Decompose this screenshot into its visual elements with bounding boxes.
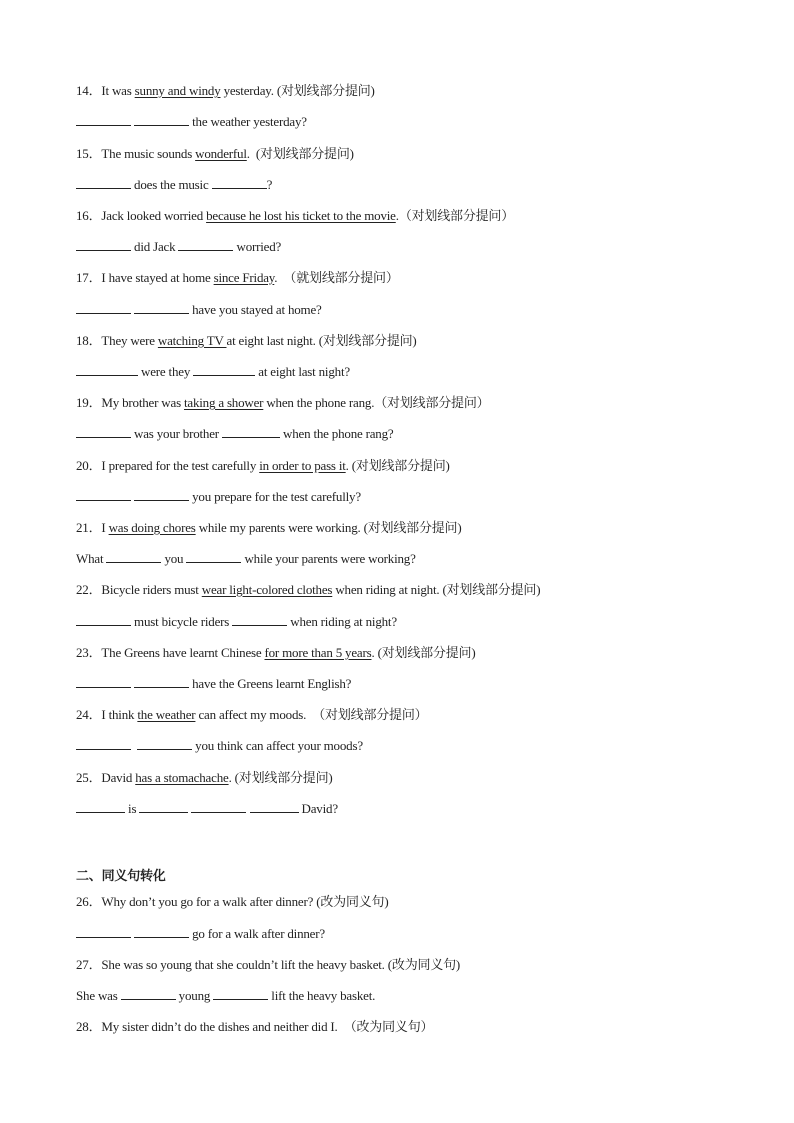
blank[interactable] (76, 302, 131, 314)
answer-line-21: What you while your parents were working? (76, 551, 416, 566)
blank[interactable] (76, 239, 131, 251)
blank[interactable] (134, 676, 189, 688)
question-27: 27．She was so young that she couldn’t lift the heavy basket. (改为同义句) (76, 957, 461, 972)
blank[interactable] (76, 177, 131, 189)
question-21: 21．I was doing chores while my parents were working. (对划线部分提问) (76, 520, 462, 535)
answer-line-22: must bicycle riders when riding at night? (76, 614, 397, 630)
question-14: 14．It was sunny and windy yesterday. (对划线部分提问) (76, 83, 375, 98)
question-20: 20．I prepared for the test carefully in order to pass it. (对划线部分提问) (76, 458, 450, 473)
blank[interactable] (134, 114, 189, 126)
blank[interactable] (134, 302, 189, 314)
blank[interactable] (193, 364, 255, 376)
blank[interactable] (139, 801, 188, 813)
blank[interactable] (178, 239, 233, 251)
answer-line-16: did Jack worried? (76, 239, 281, 255)
answer-line-14: the weather yesterday? (76, 114, 307, 130)
blank[interactable] (76, 364, 138, 376)
blank[interactable] (76, 801, 125, 813)
blank[interactable] (191, 801, 246, 813)
question-22: 22．Bicycle riders must wear light-colored clothes when riding at night. (对划线部分提问) (76, 582, 541, 597)
question-15: 15．The music sounds wonderful. (对划线部分提问) (76, 146, 354, 161)
blank[interactable] (76, 426, 131, 438)
blank[interactable] (134, 926, 189, 938)
blank[interactable] (186, 551, 241, 563)
blank[interactable] (250, 801, 299, 813)
question-24: 24．I think the weather can affect my moods. （对划线部分提问） (76, 707, 428, 722)
blank[interactable] (76, 926, 131, 938)
blank[interactable] (76, 614, 131, 626)
blank[interactable] (137, 738, 192, 750)
question-26: 26．Why don’t you go for a walk after dinner? (改为同义句) (76, 894, 389, 909)
question-23: 23．The Greens have learnt Chinese for more than 5 years. (对划线部分提问) (76, 645, 476, 660)
blank[interactable] (212, 177, 267, 189)
question-25: 25．David has a stomachache. (对划线部分提问) (76, 770, 333, 785)
answer-line-27: She was young lift the heavy basket. (76, 988, 376, 1003)
blank[interactable] (76, 489, 131, 501)
blank[interactable] (232, 614, 287, 626)
blank[interactable] (106, 551, 161, 563)
answer-line-15: does the music ? (76, 177, 272, 193)
answer-line-26: go for a walk after dinner? (76, 926, 325, 942)
question-18: 18．They were watching TV at eight last night. (对划线部分提问) (76, 333, 417, 348)
question-19: 19．My brother was taking a shower when the phone rang.（对划线部分提问） (76, 395, 490, 410)
answer-line-18: were they at eight last night? (76, 364, 350, 380)
blank[interactable] (76, 114, 131, 126)
question-28: 28．My sister didn’t do the dishes and neither did I. （改为同义句） (76, 1019, 434, 1034)
answer-line-24: you think can affect your moods? (76, 738, 363, 754)
blank[interactable] (76, 738, 131, 750)
blank[interactable] (134, 489, 189, 501)
blank[interactable] (213, 988, 268, 1000)
answer-line-19: was your brother when the phone rang? (76, 426, 393, 442)
blank[interactable] (76, 676, 131, 688)
question-16: 16．Jack looked worried because he lost his ticket to the movie.（对划线部分提问） (76, 208, 515, 223)
answer-line-25: is David? (76, 801, 338, 817)
section-title: 二、同义句转化 (76, 869, 166, 884)
blank[interactable] (222, 426, 280, 438)
question-17: 17．I have stayed at home since Friday. （就划线部分提问） (76, 270, 399, 285)
blank[interactable] (121, 988, 176, 1000)
answer-line-17: have you stayed at home? (76, 302, 322, 318)
answer-line-20: you prepare for the test carefully? (76, 489, 361, 505)
answer-line-23: have the Greens learnt English? (76, 676, 351, 692)
